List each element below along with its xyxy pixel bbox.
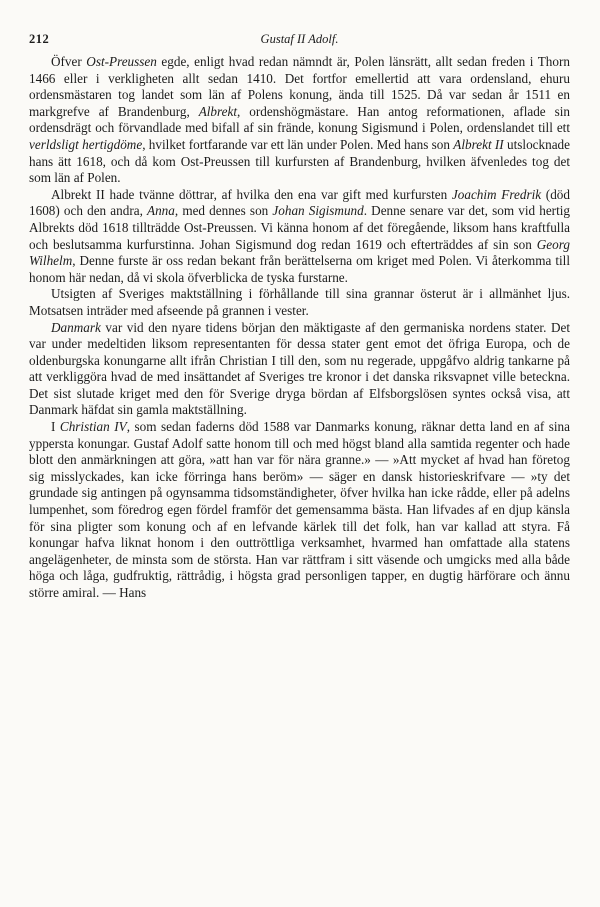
italic-run: Georg Wilhelm (29, 236, 570, 269)
text-run: I (51, 419, 60, 435)
text-run: Albrekt II hade tvänne döttrar, af hvilka den ena var gift med kurfursten (51, 186, 452, 202)
italic-run: verldsligt hertigdöme (29, 136, 143, 152)
paragraph (29, 54, 570, 187)
italic-run: Anna (147, 203, 175, 219)
page-number: 212 (29, 32, 50, 46)
italic-run: Albrekt (198, 103, 238, 119)
paragraph (29, 187, 570, 287)
italic-run: Johan Sigismund (272, 203, 364, 219)
text-run: (död 1608) och den andra, (29, 186, 570, 219)
paragraph (29, 286, 570, 319)
text-run: var vid den nyare tidens början den mäktigaste af den germaniska nordens stater. Det var under medeltiden liksom representanten för dessa stater gent emot det öfriga Europa, och de oldenburgska konungarne allt ifrån Christian I till den, som nu regerade, uppgåfvo aldrig tankarne på att verkliggöra hvad de med insättandet af Sveriges tre kronor i det danska riksvapnet ville beteckna. Det sist slutade kriget med den för Sverige dryga bördan af Elfsborgslösen syntes också visa, att Danmark häfdat sin gamla maktställning. (29, 319, 570, 418)
italic-run: Joachim Fredrik (451, 186, 542, 202)
text-run: . Denne senare var det, som vid hertig Albrekts död 1618 tillträdde Ost-Preussen. Vi känna honom af det föregående, liksom hans kraftfulla och beslutsamma kurfurstinna. Johan Sigismund dog redan 1619 och efterträddes af sin son (29, 203, 570, 252)
text-run: , Denne furste är oss redan bekant från berättelserna om kriget med Polen. Vi återkomma till honom här nedan, då vi skola öfverblicka de tyska furstarne. (29, 253, 570, 285)
italic-run: Albrekt II (453, 136, 504, 152)
text-run: Utsigten af Sveriges maktställning i förhållande till sina grannar österut är i allmänhet ljus. Motsatsen inträder med afseende på grannen i vester. (29, 286, 570, 318)
running-head: Gustaf II Adolf. (260, 32, 339, 46)
italic-run: Ost-Preussen (86, 54, 157, 69)
text-run: , hvilket fortfarande var ett län under Polen. Med hans son (142, 136, 454, 152)
text-run: , med dennes son (174, 203, 273, 219)
body-text (29, 54, 570, 602)
text-run: , ordenshögmästare. Han antog reformationen, aflade sin ordensdrägt och förvandlade med bifall af sin frände, konung Sigismund i Polen, ordenslandet till ett (29, 103, 570, 136)
italic-run: Christian IV (59, 419, 127, 435)
text-run: Öfver (51, 54, 87, 69)
paragraph (29, 320, 570, 420)
paragraph (29, 419, 570, 602)
page-header (29, 28, 570, 50)
italic-run: Danmark (51, 319, 101, 335)
text-run: egde, enligt hvad redan nämndt är, Polen länsrätt, allt sedan freden i Thorn 1466 eller i verkligheten allt sedan 1410. Det fortfor emellertid att vara ordensland, ehuru ordensmästaren tog landet som län af Polens konung, ända till 1525. Då var sedan år 1511 en markgrefve af Brandenburg, (29, 54, 570, 119)
text-run: utslocknade hans ätt 1618, och då kom Ost-Preussen till kurfursten af Brandenburg, hvilken äfvenledes tog det som län af Polen. (29, 136, 571, 186)
text-run: , som sedan faderns död 1588 var Danmarks konung, räknar detta land en af sina yppersta konungar. Gustaf Adolf satte honom till och med högst bland alla samtida regenter och hade blott den anmärkningen att göra, »att han var för nära granne.» — »Att mycket af hvad han företog sig misslyckades, kan icke förringa hans beröm» — säger en dansk historieskrifvare — »ty det grundade sig antingen på ogynsamma tidsomständigheter, öfver hvilka han icke rådde, eller på adelns lumpenhet, som föredrog egen fördel framför det gemensamma bästa. Han lifvades af en djup känsla för sina pligter som konung och af en lefvande kärlek till det folk, han var kallad att styra. Få konungar hafva liknat honom i den outtröttliga verksamhet, hvarmed han omfattade alla statens angelägenheter, de minsta som de största. Han var rättfram i sitt väsende och umgicks med alla både höga och låga, gudfruktig, rättrådig, i högsta grad personligen tapper, en dugtig härförare och ännu större amiral. — Hans (29, 419, 570, 600)
